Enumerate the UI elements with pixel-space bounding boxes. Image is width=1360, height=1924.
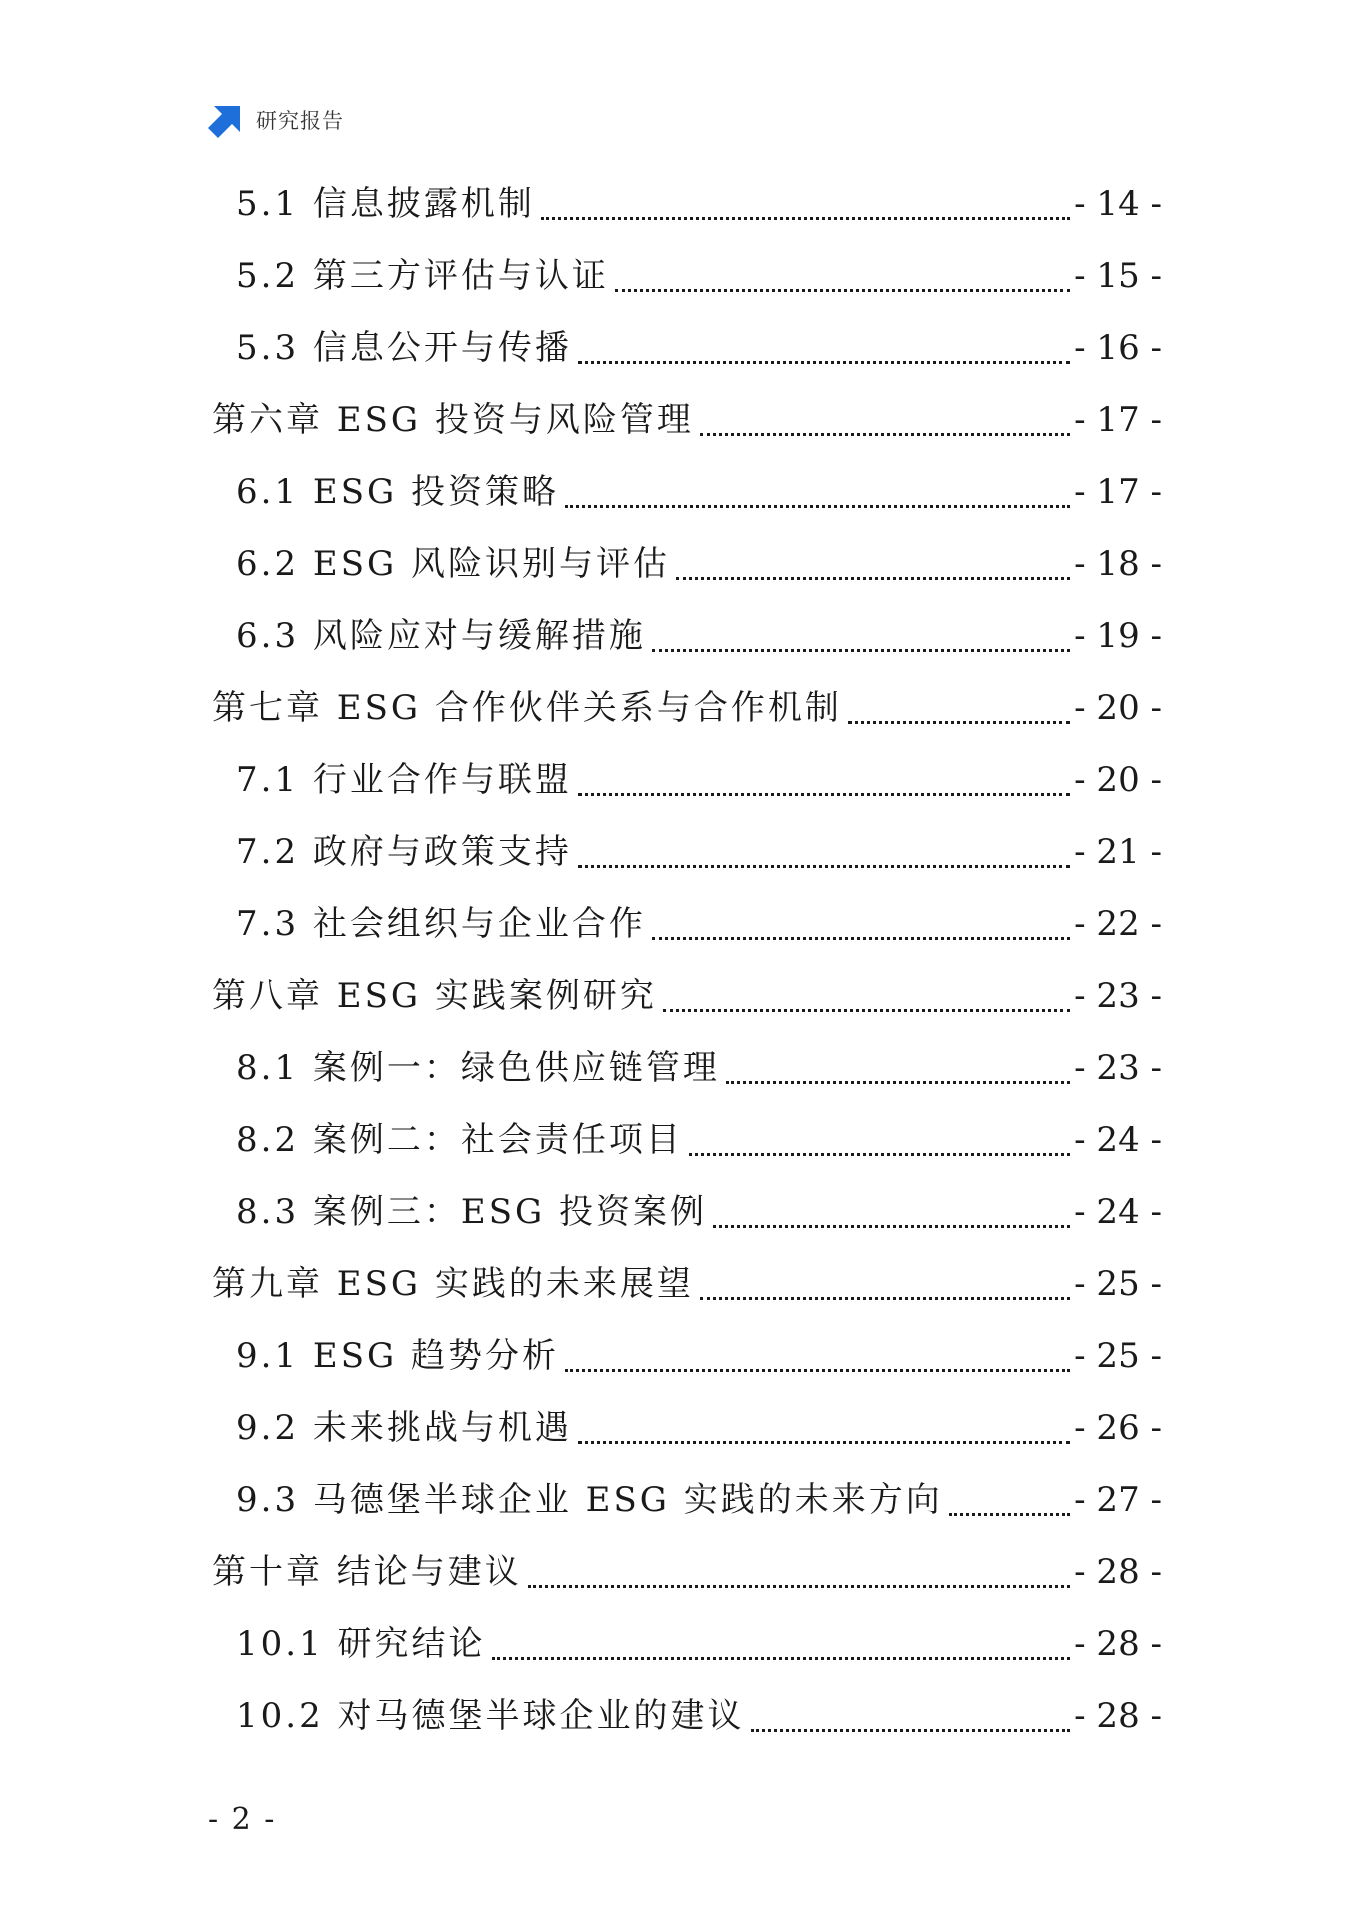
document-header xyxy=(208,100,344,140)
toc-entry-title: 第十章 结论与建议 xyxy=(212,1552,522,1592)
toc-entry[interactable] xyxy=(212,1392,1162,1464)
toc-entry-page: - 17 - xyxy=(1074,472,1162,512)
toc-entry-title: 6.3 风险应对与缓解措施 xyxy=(236,616,646,656)
toc-entry-title: 10.1 研究结论 xyxy=(236,1624,486,1664)
toc-entry[interactable] xyxy=(212,168,1162,240)
header-title: 研究报告 xyxy=(256,109,344,133)
toc-entry-title: 7.2 政府与政策支持 xyxy=(236,832,572,872)
toc-entry-title: 9.2 未来挑战与机遇 xyxy=(236,1408,572,1448)
toc-entry-title: 第九章 ESG 实践的未来展望 xyxy=(212,1264,694,1304)
toc-entry-page: - 14 - xyxy=(1074,184,1162,224)
dot-leader xyxy=(578,1440,1070,1444)
dot-leader xyxy=(652,936,1070,940)
toc-entry-title: 5.2 第三方评估与认证 xyxy=(236,256,609,296)
toc-entry-page: - 17 - xyxy=(1074,400,1162,440)
toc-entry-page: - 26 - xyxy=(1074,1408,1162,1448)
toc-entry[interactable] xyxy=(212,1320,1162,1392)
toc-entry-title: 6.1 ESG 投资策略 xyxy=(236,472,559,512)
dot-leader xyxy=(663,1008,1070,1012)
table-of-contents xyxy=(212,168,1162,1752)
toc-entry-title: 7.3 社会组织与企业合作 xyxy=(236,904,646,944)
toc-entry-page: - 22 - xyxy=(1074,904,1162,944)
toc-entry-page: - 25 - xyxy=(1074,1264,1162,1304)
dot-leader xyxy=(949,1512,1070,1516)
toc-entry[interactable] xyxy=(212,456,1162,528)
dot-leader xyxy=(848,720,1070,724)
toc-entry-title: 5.1 信息披露机制 xyxy=(236,184,535,224)
toc-entry-page: - 20 - xyxy=(1074,760,1162,800)
dot-leader xyxy=(676,576,1070,580)
toc-chapter-entry[interactable] xyxy=(212,1536,1162,1608)
toc-entry-page: - 24 - xyxy=(1074,1192,1162,1232)
toc-chapter-entry[interactable] xyxy=(212,384,1162,456)
dot-leader xyxy=(492,1656,1070,1660)
toc-entry-title: 6.2 ESG 风险识别与评估 xyxy=(236,544,670,584)
toc-entry[interactable] xyxy=(212,1176,1162,1248)
toc-entry[interactable] xyxy=(212,1104,1162,1176)
toc-entry-title: 第八章 ESG 实践案例研究 xyxy=(212,976,657,1016)
toc-entry-title: 8.3 案例三：ESG 投资案例 xyxy=(236,1192,707,1232)
toc-entry-page: - 28 - xyxy=(1074,1624,1162,1664)
toc-entry-page: - 23 - xyxy=(1074,976,1162,1016)
toc-entry-page: - 20 - xyxy=(1074,688,1162,728)
toc-entry-page: - 23 - xyxy=(1074,1048,1162,1088)
toc-entry[interactable] xyxy=(212,240,1162,312)
dot-leader xyxy=(541,216,1070,220)
toc-entry[interactable] xyxy=(212,528,1162,600)
toc-entry-page: - 21 - xyxy=(1074,832,1162,872)
dot-leader xyxy=(565,504,1070,508)
toc-entry-page: - 15 - xyxy=(1074,256,1162,296)
toc-entry-title: 8.2 案例二：社会责任项目 xyxy=(236,1120,683,1160)
toc-entry[interactable] xyxy=(212,1680,1162,1752)
dot-leader xyxy=(700,1296,1070,1300)
toc-entry[interactable] xyxy=(212,816,1162,888)
toc-chapter-entry[interactable] xyxy=(212,1248,1162,1320)
toc-entry-page: - 18 - xyxy=(1074,544,1162,584)
toc-entry-page: - 28 - xyxy=(1074,1552,1162,1592)
page-number: - 2 - xyxy=(208,1802,277,1837)
dot-leader xyxy=(615,288,1070,292)
toc-entry-title: 第七章 ESG 合作伙伴关系与合作机制 xyxy=(212,688,842,728)
toc-entry-title: 9.3 马德堡半球企业 ESG 实践的未来方向 xyxy=(236,1480,943,1520)
toc-entry[interactable] xyxy=(212,1032,1162,1104)
toc-entry-title: 10.2 对马德堡半球企业的建议 xyxy=(236,1696,745,1736)
dot-leader xyxy=(751,1728,1070,1732)
toc-entry-title: 8.1 案例一：绿色供应链管理 xyxy=(236,1048,720,1088)
toc-entry[interactable] xyxy=(212,1608,1162,1680)
toc-entry[interactable] xyxy=(212,1464,1162,1536)
toc-entry[interactable] xyxy=(212,600,1162,672)
dot-leader xyxy=(565,1368,1070,1372)
toc-entry-title: 7.1 行业合作与联盟 xyxy=(236,760,572,800)
dot-leader xyxy=(652,648,1070,652)
dot-leader xyxy=(528,1584,1070,1588)
toc-entry-title: 第六章 ESG 投资与风险管理 xyxy=(212,400,694,440)
dot-leader xyxy=(578,792,1070,796)
toc-chapter-entry[interactable] xyxy=(212,960,1162,1032)
toc-entry-page: - 24 - xyxy=(1074,1120,1162,1160)
toc-entry-page: - 19 - xyxy=(1074,616,1162,656)
dot-leader xyxy=(578,864,1070,868)
toc-entry-page: - 16 - xyxy=(1074,328,1162,368)
dot-leader xyxy=(726,1080,1070,1084)
toc-entry-title: 9.1 ESG 趋势分析 xyxy=(236,1336,559,1376)
dot-leader xyxy=(689,1152,1070,1156)
arrow-up-right-icon xyxy=(208,102,244,138)
toc-chapter-entry[interactable] xyxy=(212,672,1162,744)
dot-leader xyxy=(700,432,1070,436)
toc-entry-page: - 27 - xyxy=(1074,1480,1162,1520)
toc-entry[interactable] xyxy=(212,312,1162,384)
dot-leader xyxy=(578,360,1070,364)
toc-entry-page: - 28 - xyxy=(1074,1696,1162,1736)
toc-entry-page: - 25 - xyxy=(1074,1336,1162,1376)
toc-entry-title: 5.3 信息公开与传播 xyxy=(236,328,572,368)
dot-leader xyxy=(713,1224,1070,1228)
toc-entry[interactable] xyxy=(212,888,1162,960)
toc-entry[interactable] xyxy=(212,744,1162,816)
